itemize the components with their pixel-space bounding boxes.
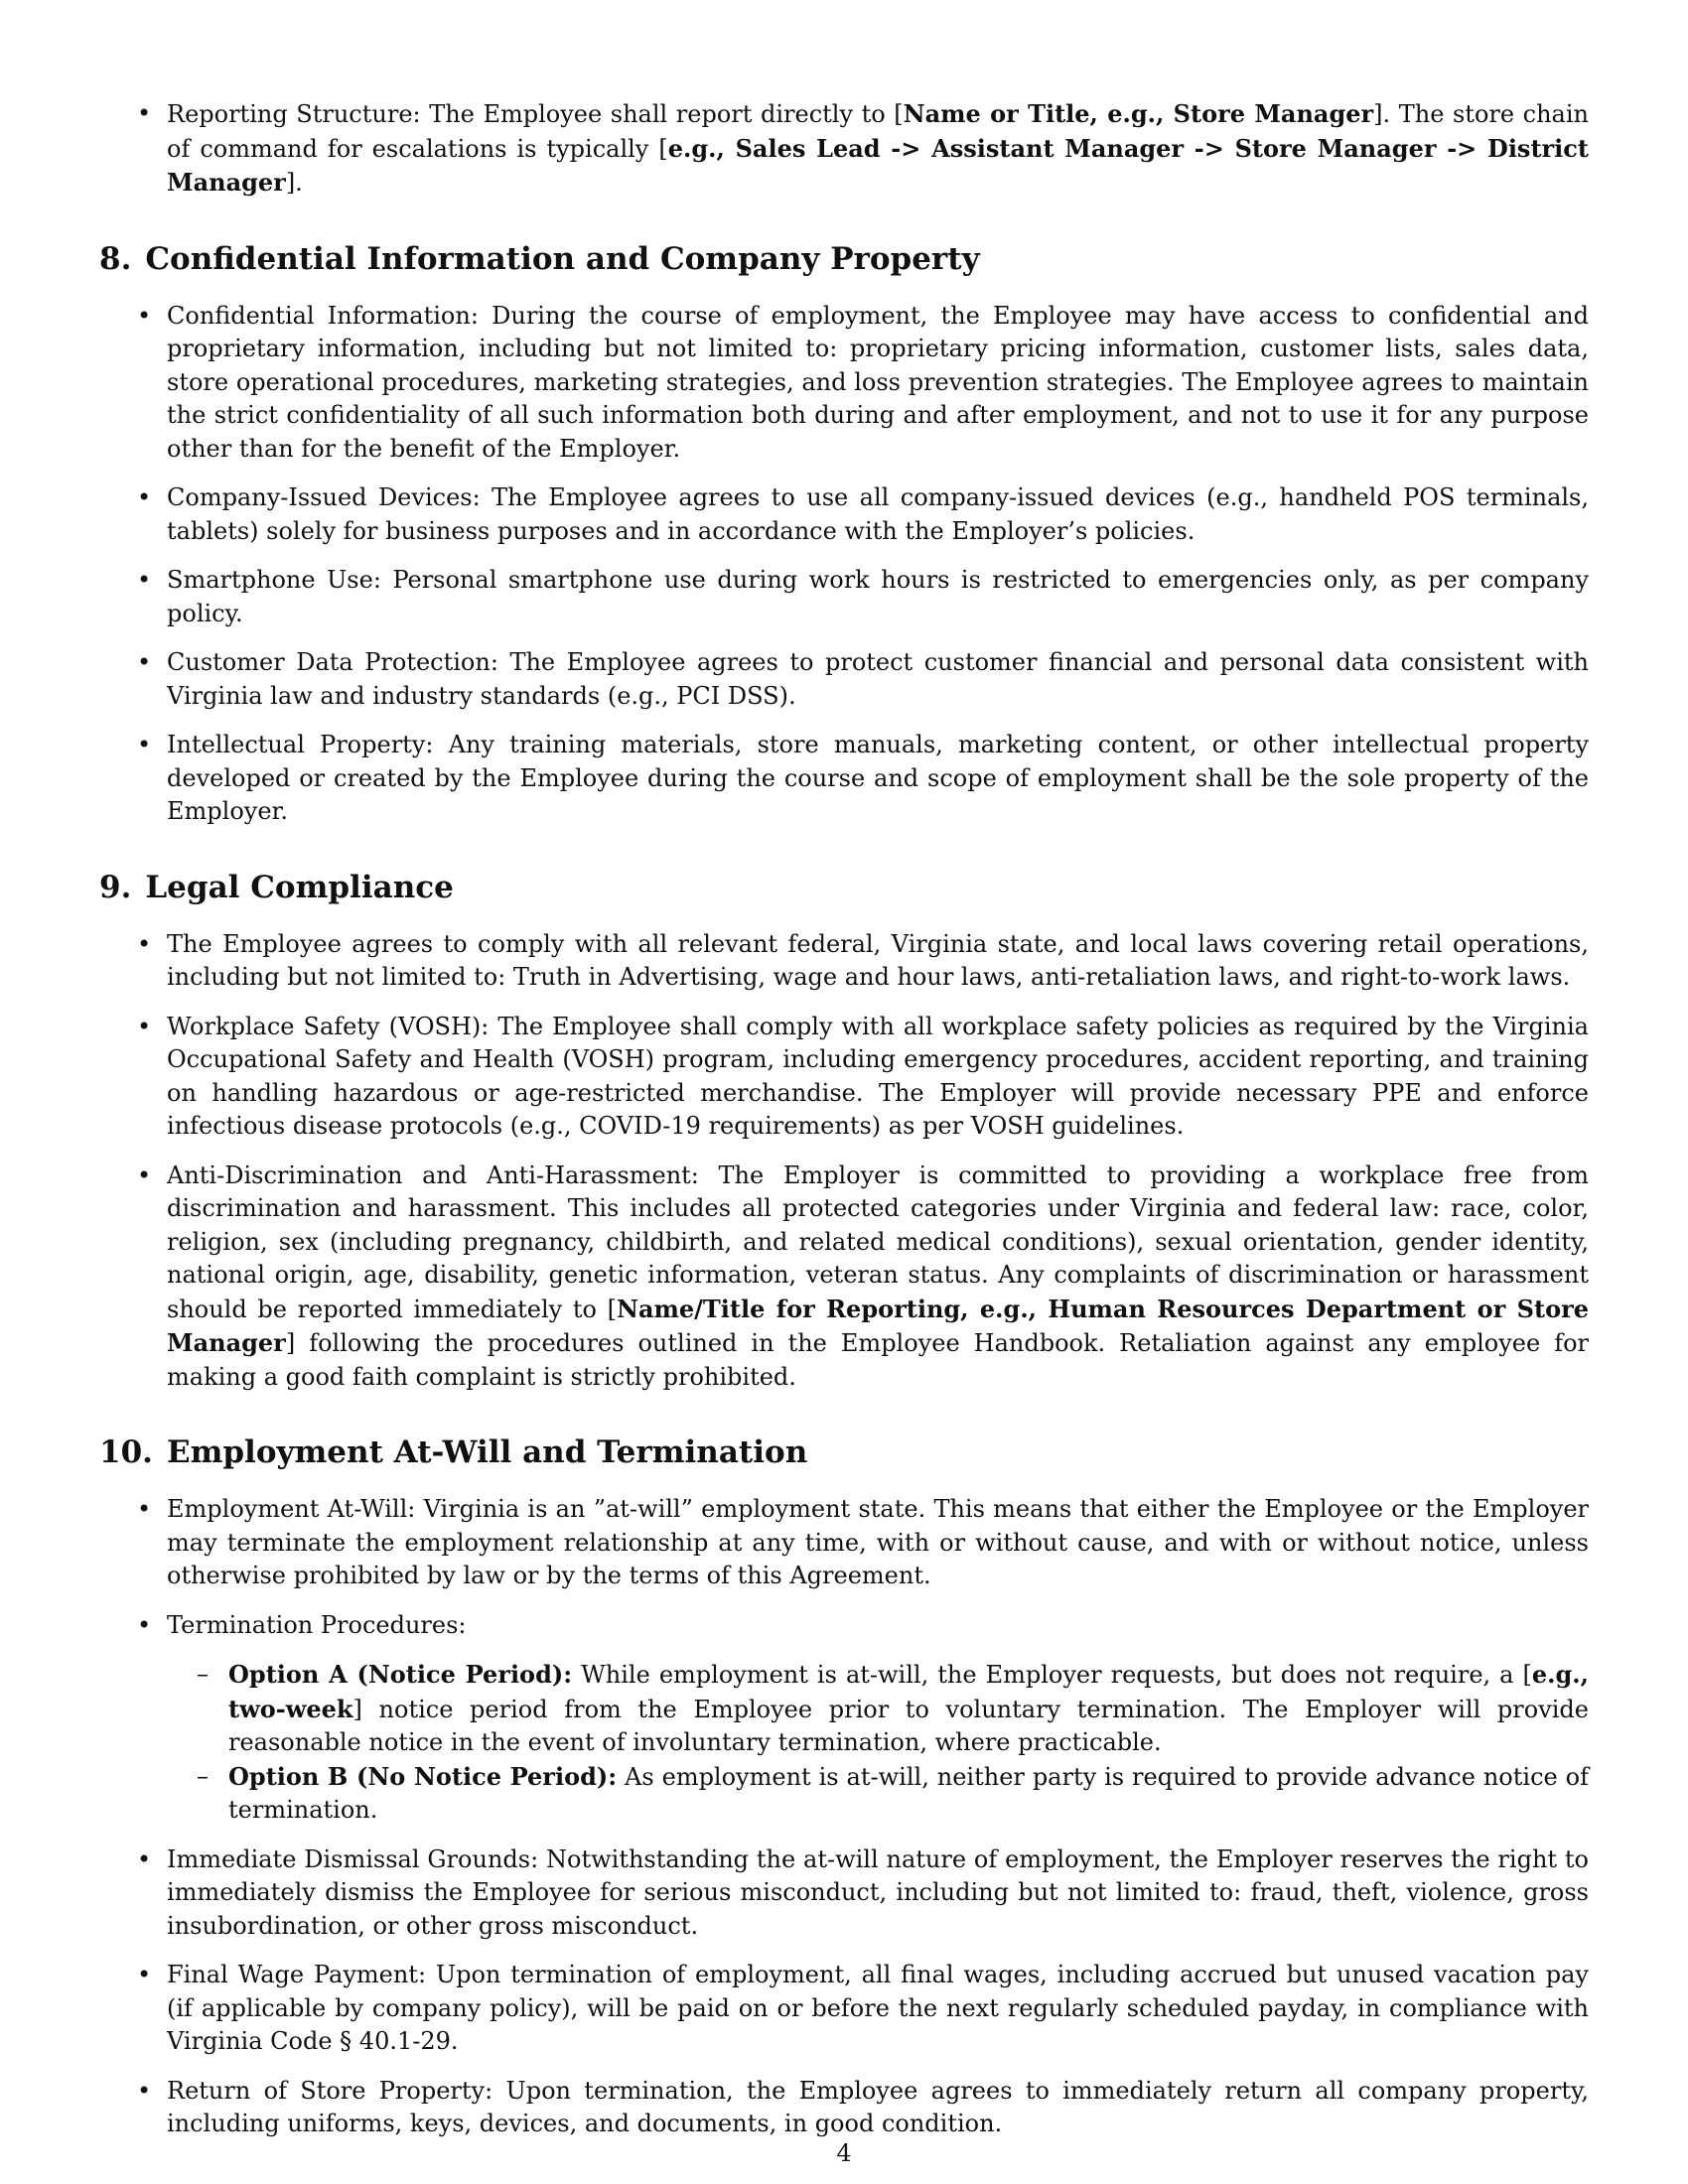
list-item: • Smartphone Use: Personal smartphone use during work hours is restricted to emergencies only, as per company policy. [99, 564, 1589, 630]
list-item: • Workplace Safety (VOSH): The Employee shall comply with all workplace safety policies as required by the Virginia Occupational Safety and Health (VOSH) program, including emergency procedures, accident reporting, and training on handling hazardous or age-restricted merchandise. The Employer will provide necessary PPE and enforce infectious disease protocols (e.g., COVID-19 requirements) as per VOSH guidelines. [99, 1011, 1589, 1144]
list-item: • Confidential Information: During the course of employment, the Employee may have access to confidential and proprietary information, including but not limited to: proprietary pricing information, customer lists, sales data, store operational procedures, marketing strategies, and loss prevention strategies. The Employee agrees to maintain the strict confidentiality of all such information both during and after employment, and not to use it for any purpose other than for the benefit of the Employer. [99, 300, 1589, 467]
list-item: • Company-Issued Devices: The Employee agrees to use all company-issued devices (e.g., handheld POS terminals, tablets) solely for business purposes and in accordance with the Employer’s policies. [99, 481, 1589, 548]
placeholder-field: e.g., two-week [228, 1660, 1590, 1723]
placeholder-field: Name or Title, e.g., Store Manager [903, 99, 1374, 128]
list-item: • Immediate Dismissal Grounds: Notwithstanding the at-will nature of employment, the Employer reserves the right to immediately dismiss the Employee for serious misconduct, including but not limited to: fraud, theft, violence, gross insubordination, or other gross misconduct. [99, 1843, 1589, 1944]
list-item: • The Employee agrees to comply with all relevant federal, Virginia state, and local laws covering retail operations, including but not limited to: Truth in Advertising, wage and hour laws, anti-retaliation laws, and right-to-work laws. [99, 928, 1589, 995]
section-10-list [99, 1493, 1589, 2141]
list-item: • Customer Data Protection: The Employee agrees to protect customer financial and personal data consistent with Virginia law and industry standards (e.g., PCI DSS). [99, 646, 1589, 713]
page-number: 4 [836, 2139, 852, 2167]
termination-procedures-item: • Termination Procedures: – Option A (Notice Period): While employment is at-will, the Employer requests, but does not require, a [e.g., two-week] notice period from the Employee prior to voluntary termination. The Employer will provide reasonable notice in the event of involuntary termination, where practicable. – Option B (No Notice Period): As employment is at-will, neither party is required to provide advance notice of termination. [99, 1609, 1589, 1828]
placeholder-field: e.g., Sales Lead -> Assistant Manager -> Store Manager -> District Manager [167, 133, 1589, 197]
section-9-list [99, 928, 1589, 1395]
termination-options-list [167, 1658, 1589, 1828]
list-item: • Employment At-Will: Virginia is an ”at-will” employment state. This means that either the Employee or the Employer may terminate the employment relationship at any time, with or without cause, and with or without notice, unless otherwise prohibited by law or by the terms of this Agreement. [99, 1493, 1589, 1593]
reporting-list [99, 97, 1589, 201]
section-8-heading: 8. Confidential Information and Company Property [99, 240, 980, 277]
section-10-heading: 10. Employment At-Will and Termination [99, 1434, 808, 1470]
placeholder-field: Name/Title for Reporting, e.g., Human Resources Department or Store Manager [167, 1294, 1589, 1357]
option-b-item: – Option B (No Notice Period): As employment is at-will, neither party is required to provide advance notice of termination. [167, 1760, 1589, 1828]
reporting-structure-item: • Reporting Structure: The Employee shall report directly to [Name or Title, e.g., Store Manager]. The store chain of command for escalations is typically [e.g., Sales Lead -> Assistant Manager -> Store Manager -> District Manager]. [99, 97, 1589, 201]
list-item: • Intellectual Property: Any training materials, store manuals, marketing content, or other intellectual property developed or created by the Employee during the course and scope of employment shall be the sole property of the Employer. [99, 729, 1589, 829]
option-a-item: – Option A (Notice Period): While employment is at-will, the Employer requests, but does not require, a [e.g., two-week] notice period from the Employee prior to voluntary termination. The Employer will provide reasonable notice in the event of involuntary termination, where practicable. [167, 1658, 1589, 1760]
section-8-list [99, 300, 1589, 829]
list-item: • Final Wage Payment: Upon termination of employment, all final wages, including accrued but unused vacation pay (if applicable by company policy), will be paid on or before the next regularly scheduled payday, in compliance with Virginia Code § 40.1-29. [99, 1959, 1589, 2059]
list-item: • Return of Store Property: Upon termination, the Employee agrees to immediately return all company property, including uniforms, keys, devices, and documents, in good condition. [99, 2075, 1589, 2141]
document-page [99, 97, 1589, 2157]
section-9-heading: 9. Legal Compliance [99, 869, 454, 905]
anti-discrimination-item: • Anti-Discrimination and Anti-Harassment: The Employer is committed to providing a workplace free from discrimination and harassment. This includes all protected categories under Virginia and federal law: race, color, religion, sex (including pregnancy, childbirth, and related medical conditions), sexual orientation, gender identity, national origin, age, disability, genetic information, veteran status. Any complaints of discrimination or harassment should be reported immediately to [Name/Title for Reporting, e.g., Human Resources Department or Store Manager] following the procedures outlined in the Employee Handbook. Retaliation against any employee for making a good faith complaint is strictly prohibited. [99, 1160, 1589, 1395]
